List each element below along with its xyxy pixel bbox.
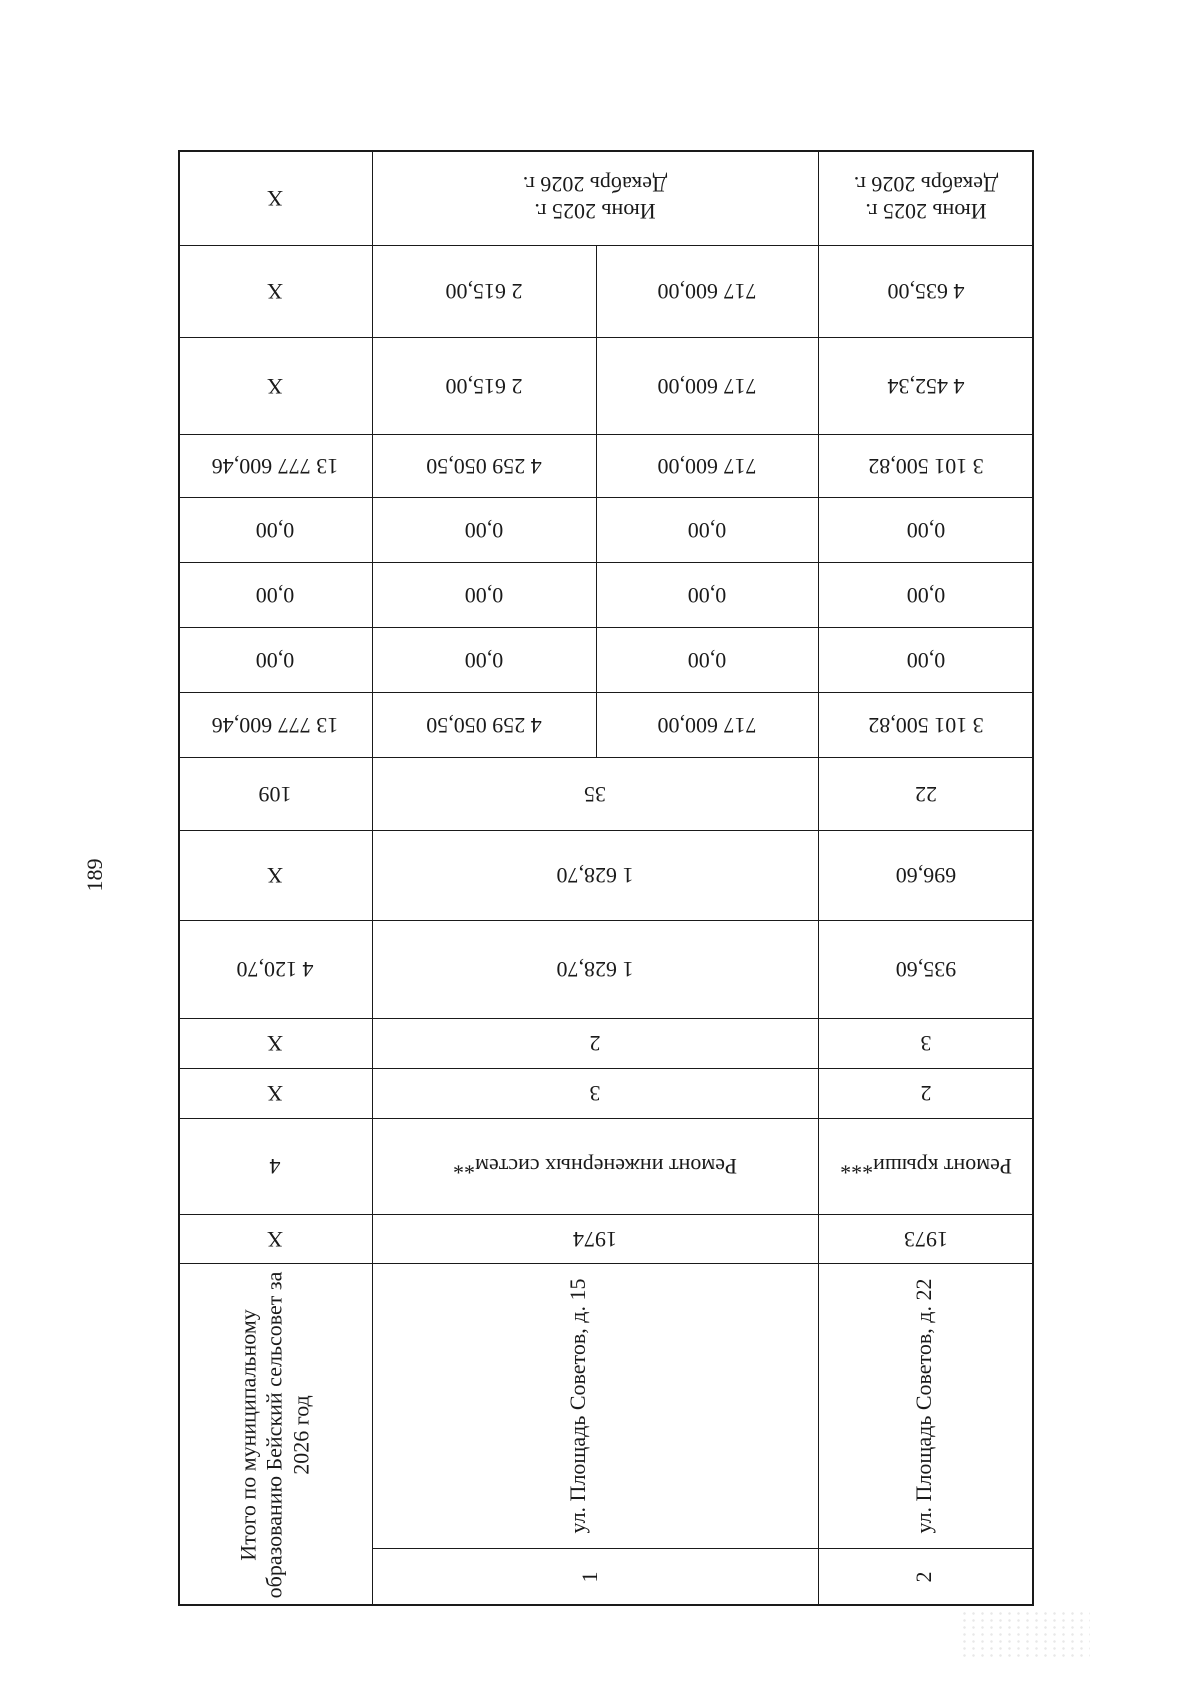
address: ул. Площадь Советов, д. 22	[910, 1278, 936, 1533]
table-cell	[818, 150, 1034, 245]
table-cell: 1 628,70	[556, 957, 634, 983]
table-cell: 0,00	[906, 647, 946, 673]
scan-noise	[960, 1610, 1090, 1660]
table-cell: 2 615,00	[445, 373, 523, 399]
row-number-cell	[818, 1548, 1034, 1606]
table-cell: 717 600,00	[657, 373, 757, 399]
row-number: 1	[576, 1571, 602, 1583]
table-cell: 696,60	[895, 863, 957, 889]
table-cell: 35	[584, 781, 606, 807]
table-cell: 4 452,34	[887, 373, 965, 399]
total-label: Итого по муниципальному образованию Бейский сельсовет за 2026 год	[235, 1271, 314, 1598]
table-cell: 4 259 050,50	[426, 712, 542, 738]
table-cell: 3	[920, 1031, 932, 1057]
table-cell: 3	[589, 1081, 601, 1107]
period-end: Декабрь 2026 г.	[853, 172, 999, 198]
period-end: Декабрь 2026 г.	[522, 172, 668, 198]
table-cell: 2	[920, 1081, 932, 1107]
table-cell: 0,00	[255, 582, 295, 608]
table-cell: X	[267, 1031, 283, 1057]
page-number: 189	[82, 858, 107, 892]
total-label-cell	[178, 1263, 372, 1606]
table-cell: 4 120,70	[236, 957, 314, 983]
table-cell: 935,60	[895, 957, 957, 983]
table-cell: 717 600,00	[657, 279, 757, 305]
table-cell: 1 628,70	[556, 863, 634, 889]
period-start: Июнь 2025 г.	[534, 198, 656, 224]
table-cell: 0,00	[464, 517, 504, 543]
period-start: Июнь 2025 г.	[865, 198, 987, 224]
table-cell: 1973	[904, 1226, 948, 1252]
table-cell: 13 777 600,46	[211, 453, 339, 479]
table-cell: 13 777 600,46	[211, 712, 339, 738]
table-cell: 3 101 500,82	[868, 453, 984, 479]
table-cell: 717 600,00	[657, 453, 757, 479]
table-cell: X	[267, 279, 283, 305]
table-cell: X	[267, 863, 283, 889]
table-cell: 0,00	[255, 647, 295, 673]
table-cell: 0,00	[906, 517, 946, 543]
table-cell: X	[267, 1226, 283, 1252]
table-cell: 3 101 500,82	[868, 712, 984, 738]
table-cell: 0,00	[464, 582, 504, 608]
table-cell: 717 600,00	[657, 712, 757, 738]
table-cell: X	[267, 185, 283, 211]
table-cell: 2 615,00	[445, 279, 523, 305]
row-number-cell	[372, 1548, 818, 1606]
table-cell: 0,00	[255, 517, 295, 543]
table-cell: 4 635,00	[887, 279, 965, 305]
table-cell: 1974	[573, 1226, 617, 1252]
table-cell: X	[267, 1081, 283, 1107]
address: ул. Площадь Советов, д. 15	[564, 1278, 590, 1533]
table-cell: 0,00	[687, 582, 727, 608]
address-cell	[372, 1263, 818, 1548]
table-cell: X	[267, 373, 283, 399]
table-cell: 4	[269, 1154, 281, 1180]
row-number: 2	[910, 1571, 936, 1583]
address-cell	[818, 1263, 1034, 1548]
table-cell: 109	[258, 781, 292, 807]
table-cell: 0,00	[687, 647, 727, 673]
table-cell: Ремонт крыши***	[840, 1154, 1012, 1180]
table-cell: 0,00	[687, 517, 727, 543]
table-cell: 4 259 050,50	[426, 453, 542, 479]
table-cell: Ремонт инженерных систем**	[453, 1154, 737, 1180]
table-cell: 2	[589, 1031, 601, 1057]
table-cell: 22	[915, 781, 937, 807]
table-cell: 0,00	[906, 582, 946, 608]
table-cell: 0,00	[464, 647, 504, 673]
table-cell	[372, 150, 818, 245]
